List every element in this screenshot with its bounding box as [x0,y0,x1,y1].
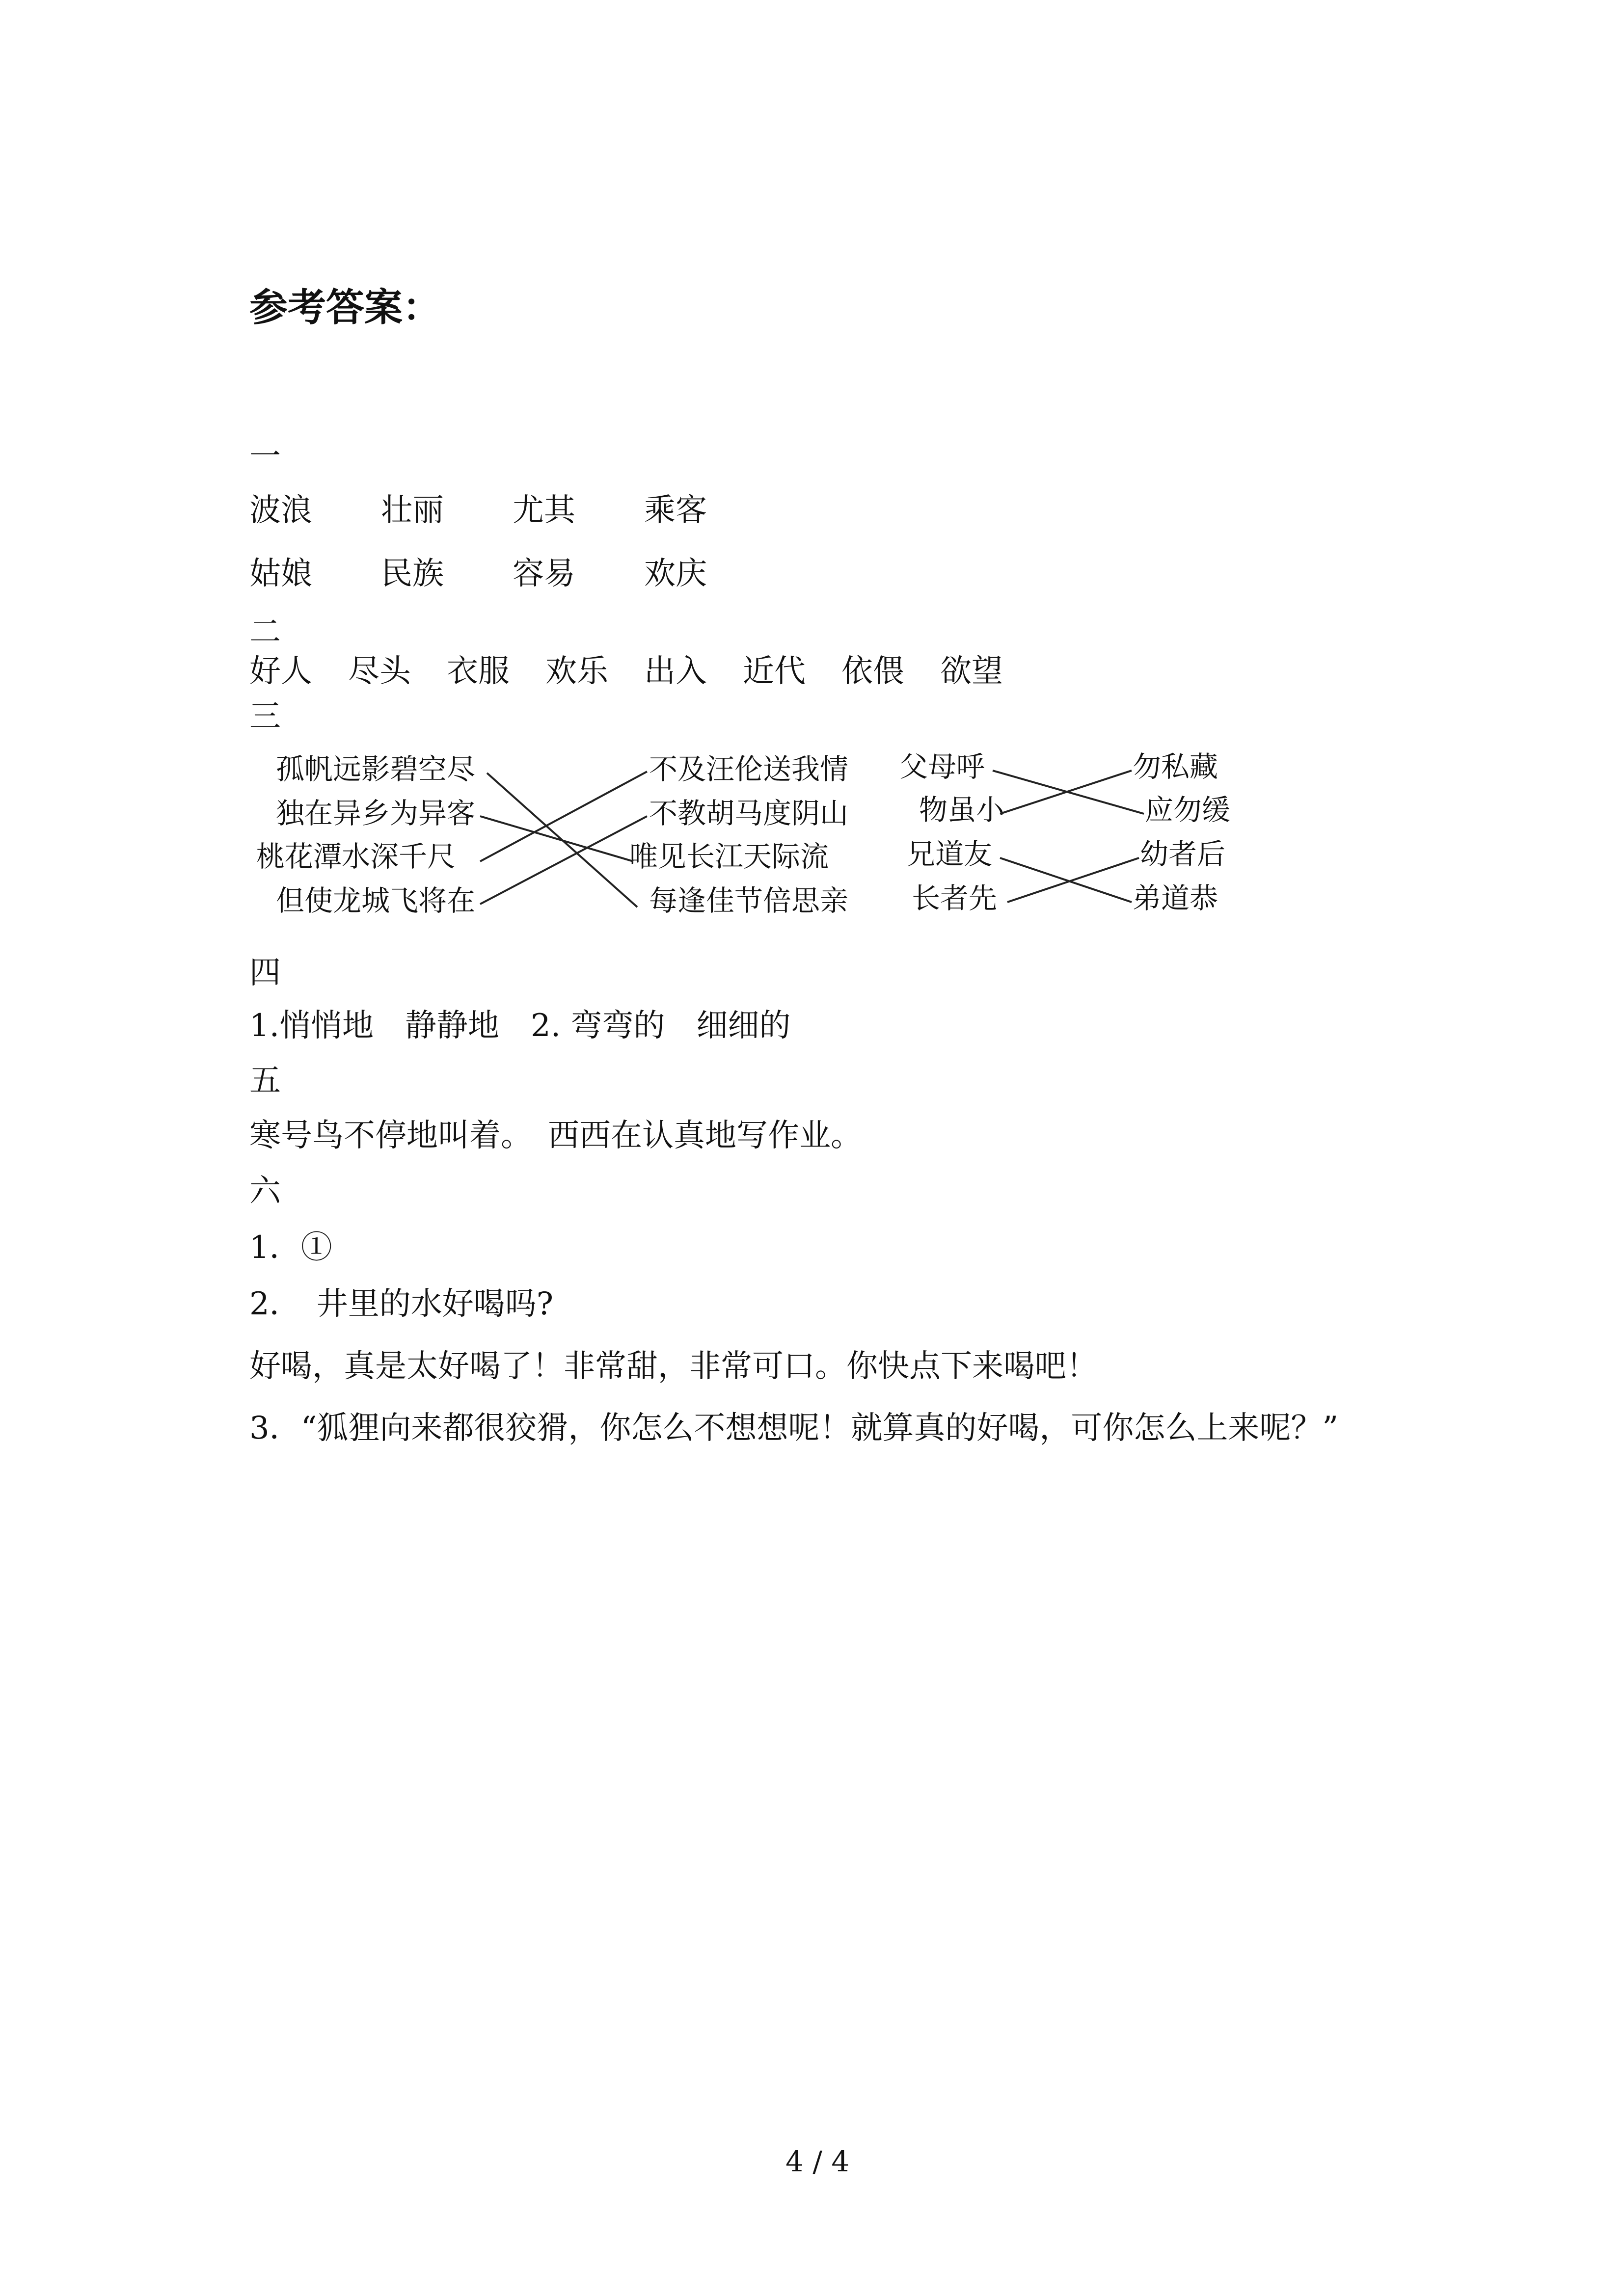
match-line [1000,858,1132,902]
word: 姑娘 [249,556,312,592]
match-line [480,816,647,904]
word: 好人 [249,653,312,690]
rule-line-right: 应勿缓 [1145,793,1231,827]
match-line [480,772,647,861]
poem-line-left: 孤帆远影碧空尽 [276,752,476,786]
rule-line-right: 弟道恭 [1133,881,1218,915]
match-line [480,816,633,861]
word: 欲望 [940,653,1003,690]
section-4-label: 四 [249,955,281,991]
section-1-row-2 [249,556,776,592]
word: 尽头 [348,653,411,690]
match-line [1000,771,1132,814]
poem-line-right: 不教胡马度阴山 [649,797,849,830]
word: 民族 [381,556,444,592]
word: 波浪 [249,492,312,529]
section-6-label: 六 [249,1173,281,1209]
poem-line-right: 每逢佳节倍思亲 [649,884,849,917]
section-4-answer: 1.悄悄地 静静地 2. 弯弯的 细细的 [249,1008,791,1044]
poem-line-right: 唯见长江天际流 [629,840,829,873]
word: 衣服 [447,653,510,690]
rule-line-left: 父母呼 [899,751,985,783]
word: 出入 [644,653,707,690]
section-5-answer: 寒号鸟不停地叫着。 西西在认真地写作业。 [249,1118,862,1154]
word: 欢乐 [545,653,608,690]
poem-line-right: 不及汪伦送我情 [649,752,849,786]
matching-diagram [245,751,1267,937]
word: 容易 [513,556,575,592]
poem-line-left: 但使龙城飞将在 [276,884,476,917]
section-1-label: 一 [249,438,281,475]
page-title: 参考答案： [249,285,441,330]
rule-line-right: 勿私藏 [1133,751,1218,783]
poem-line-left: 独在异乡为异客 [276,797,476,830]
rule-line-left: 长者先 [912,881,998,915]
word: 乘客 [644,492,707,529]
section-1-row-1 [249,492,776,529]
page-number: 4 / 4 [785,2145,850,2178]
word: 壮丽 [381,492,444,529]
word: 欢庆 [644,556,707,592]
rule-line-left: 物虽小 [919,793,1005,827]
rule-line-right: 幼者后 [1140,837,1226,871]
section-5-label: 五 [249,1063,281,1099]
section-2-label: 二 [249,614,281,650]
section-6-q3: 3．“狐狸向来都很狡猾，你怎么不想想呢！就算真的好喝，可你怎么上来呢？” [249,1410,1339,1446]
section-2-words [249,653,1039,690]
section-6-q1: 1．① [249,1229,332,1266]
section-6-q2-answer: 好喝，真是太好喝了！非常甜，非常可口。你快点下来喝吧！ [249,1348,1098,1385]
section-6-q2: 2． 井里的水好喝吗? [249,1286,554,1322]
word: 依偎 [841,653,904,690]
word: 近代 [743,653,806,690]
match-line [1007,858,1139,902]
word: 尤其 [513,492,575,529]
section-3-label: 三 [249,698,281,735]
rule-line-left: 兄道友 [907,837,993,871]
poem-line-left: 桃花潭水深千尺 [256,840,456,873]
